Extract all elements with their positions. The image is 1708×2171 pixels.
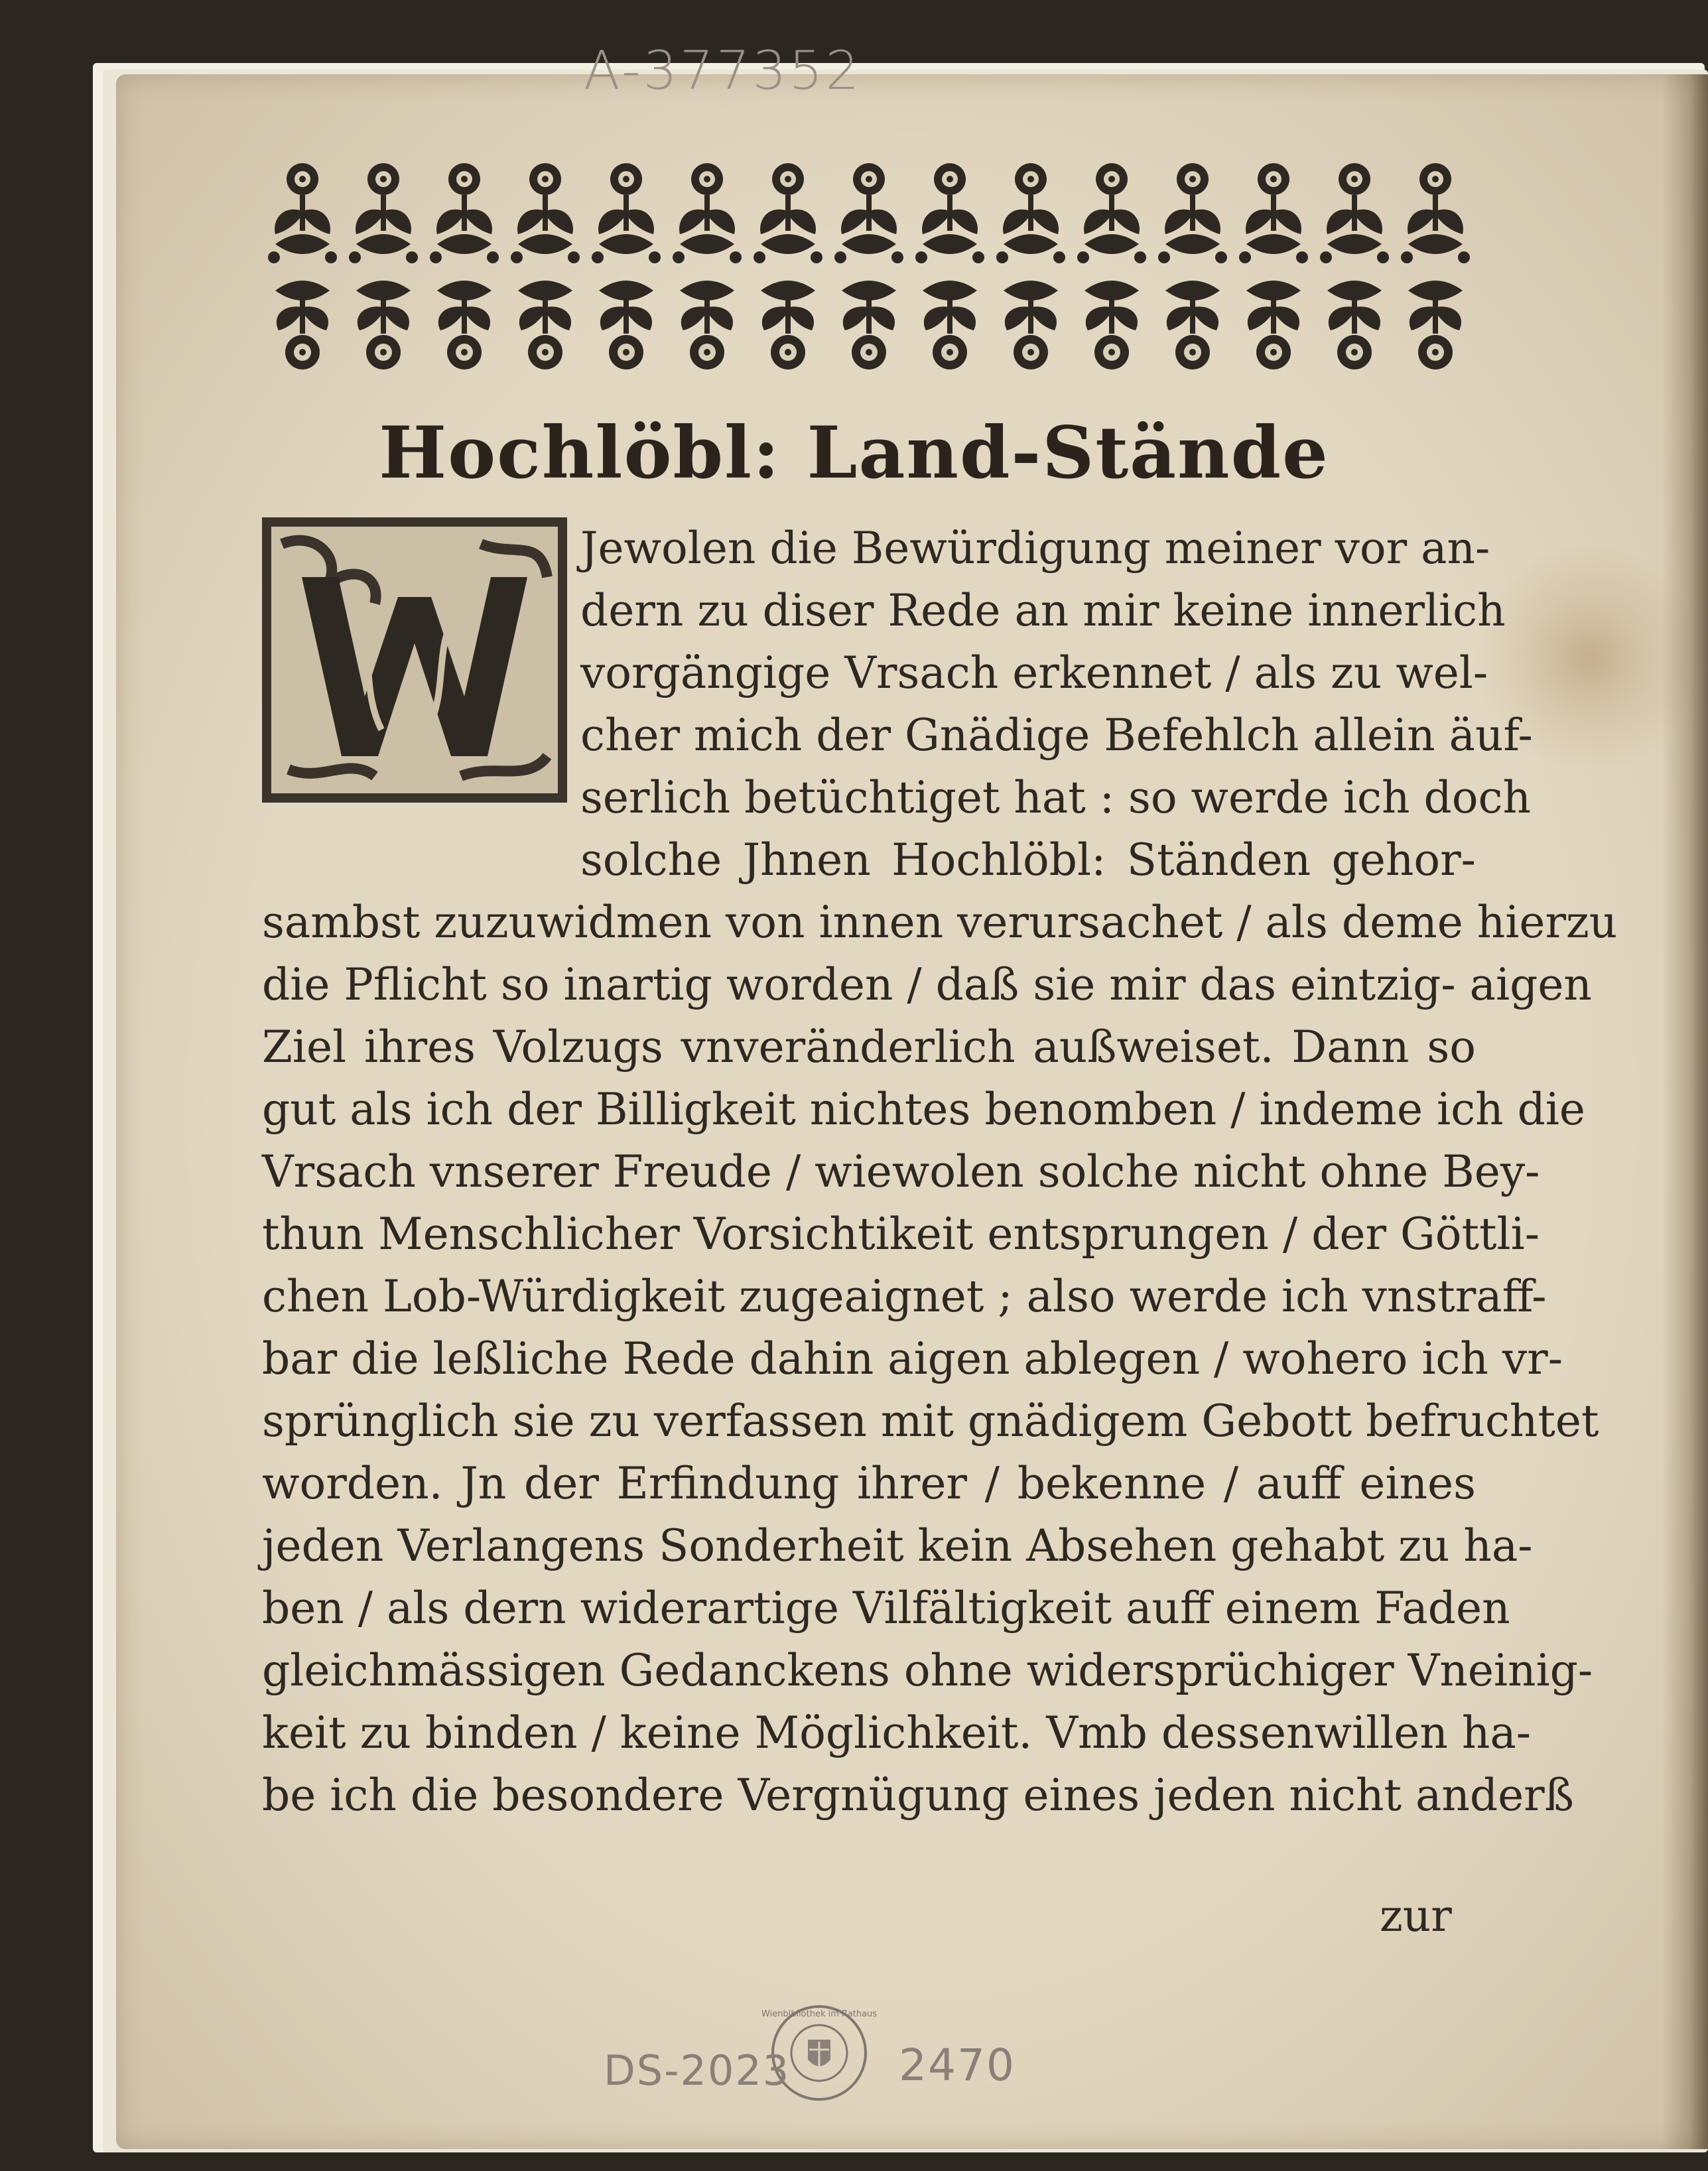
text-line: cher mich der Gnädige Befehlch allein äuf- bbox=[580, 710, 1533, 761]
text-line: Jewolen die Bewürdigung meiner vor an- bbox=[580, 523, 1490, 574]
decorative-floral-border bbox=[262, 158, 1476, 377]
text-line: jeden Verlangens Sonderheit kein Absehen gehabt zu ha- bbox=[262, 1520, 1533, 1571]
text-line: thun Menschlicher Vorsichtikeit entsprungen / der Göttli- bbox=[262, 1209, 1540, 1260]
text-line: dern zu diser Rede an mir keine innerlich bbox=[580, 585, 1506, 636]
page-number-note: 2470 bbox=[899, 2040, 1016, 2091]
text-line: solche Jhnen Hochlöbl: Ständen gehor- bbox=[580, 834, 1476, 886]
text-line: sprünglich sie zu verfassen mit gnädigem Gebott befruchtet bbox=[262, 1396, 1599, 1447]
text-line: keit zu binden / keine Möglichkeit. Vmb dessenwillen ha- bbox=[262, 1707, 1532, 1758]
text-line: vorgängige Vrsach erkennet / als zu wel- bbox=[580, 647, 1488, 698]
text-line: Ziel ihres Volzugs vnveränderlich außweiset. Dann so bbox=[262, 1021, 1476, 1073]
text-line: die Pflicht so inartig worden / daß sie mir das eintzig- aigen bbox=[262, 959, 1592, 1010]
body-text bbox=[262, 517, 1618, 1827]
text-line: worden. Jn der Erfindung ihrer / bekenne / auff eines bbox=[262, 1458, 1476, 1509]
text-line: sambst zuzuwidmen von innen verursachet / als deme hierzu bbox=[262, 897, 1618, 948]
text-line: bar die leßliche Rede dahin aigen ablegen / wohero ich vr- bbox=[262, 1333, 1563, 1384]
shelfmark-pencil-note: A-377352 bbox=[584, 40, 862, 101]
text-line: chen Lob-Würdigkeit zugeaignet ; also werde ich vnstraff- bbox=[262, 1271, 1547, 1322]
text-line: serlich betüchtiget hat : so werde ich doch bbox=[580, 772, 1531, 823]
text-line: ben / als dern widerartige Vilfältigkeit auff einem Faden bbox=[262, 1583, 1510, 1634]
page-spine-shadow bbox=[1662, 74, 1708, 2149]
stamp-text: Wienbibliothek im Rathaus bbox=[761, 2009, 878, 2019]
call-number: DS-2023 bbox=[604, 2046, 791, 2095]
text-line: be ich die besondere Vergnügung eines jeden nicht anderß bbox=[262, 1770, 1574, 1821]
text-line: gleichmässigen Gedanckens ohne widersprüchiger Vneinig- bbox=[262, 1645, 1593, 1696]
page-title: Hochlöbl: Land-Stände bbox=[379, 411, 1329, 495]
text-line: gut als ich der Billigkeit nichtes benomben / indeme ich die bbox=[262, 1084, 1585, 1135]
text-line: Vrsach vnserer Freude / wiewolen solche nicht ohne Bey- bbox=[262, 1146, 1540, 1197]
catchword: zur bbox=[1380, 1890, 1452, 1941]
